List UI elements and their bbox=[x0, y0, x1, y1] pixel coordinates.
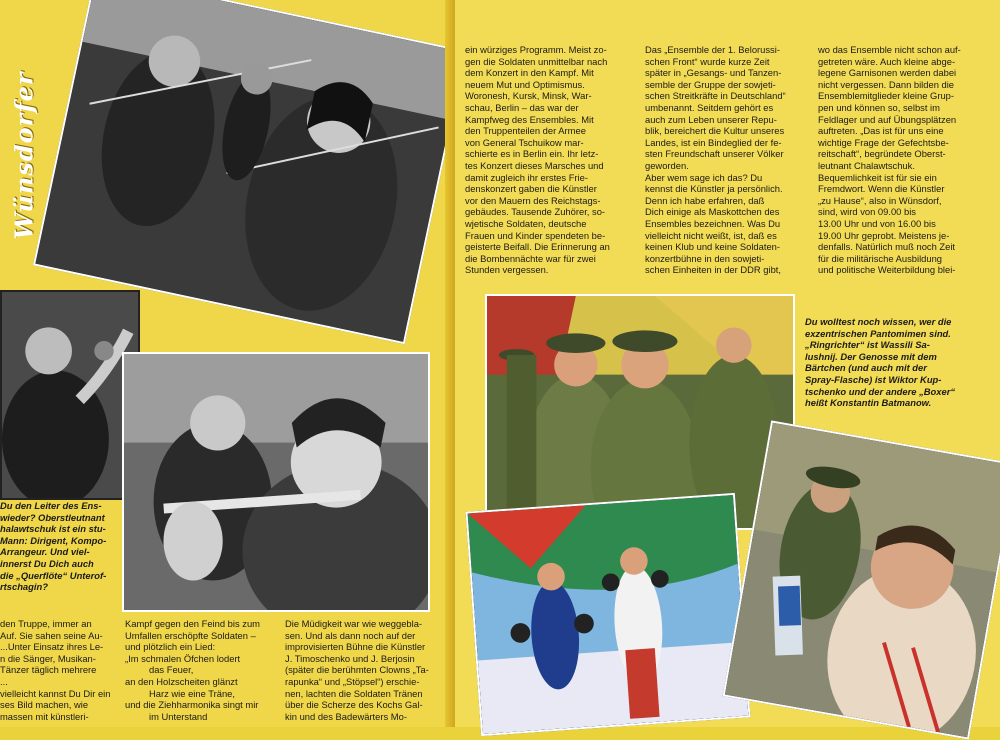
left-text-column-1 bbox=[0, 618, 125, 727]
text-line: und die Ziehharmonika singt mir bbox=[125, 699, 259, 711]
caption-line: lushnij. Der Genosse mit dem bbox=[805, 350, 937, 362]
text-line: Die Müdigkeit war wie weggebla- bbox=[285, 618, 423, 629]
text-line: nen, lachten die Soldaten Tränen bbox=[285, 687, 423, 699]
right-page bbox=[455, 0, 1000, 727]
text-line: die Bombennächte war für zwei bbox=[465, 252, 596, 264]
text-line: Landes, ist ein Bindeglied der fe- bbox=[645, 136, 782, 148]
text-line: und plötzlich ein Lied: bbox=[125, 641, 216, 653]
caption-line: innerst Du Dich auch bbox=[0, 557, 94, 569]
text-line: denfalls. Natürlich muß noch Zeit bbox=[818, 241, 956, 253]
text-line: „zu Hause“, also in Wünsdorf, bbox=[818, 194, 942, 206]
text-line: rapunka“ und „Stöpsel“) erschie- bbox=[285, 675, 420, 687]
text-line: den Truppenteilen der Armee bbox=[465, 125, 586, 137]
text-line: das Feuer, bbox=[149, 664, 194, 676]
text-line: wichtige Frage der Gefechtsbe- bbox=[818, 136, 949, 148]
text-line: schen Streitkräfte in Deutschland“ bbox=[645, 90, 786, 102]
text-line: getreten wäre. Auch kleine abge- bbox=[818, 55, 956, 67]
text-line: gebäudes. Tausende Zuhörer, so- bbox=[465, 206, 606, 218]
text-line: Auf. Sie sahen seine Au- bbox=[0, 629, 103, 641]
text-line: Fremdwort. Wenn die Künstler bbox=[818, 183, 945, 195]
text-line: dem Konzert in den Kampf. Mit bbox=[465, 67, 594, 79]
text-line: Feldlager und auf Übungsplätzen bbox=[818, 113, 957, 125]
text-line: Ensemblemitglieder kleine Grup- bbox=[818, 90, 954, 102]
photo-spray-mime bbox=[723, 420, 1000, 739]
text-line: schen Einheiten in der DDR gibt, bbox=[645, 264, 782, 276]
caption-line: halawtschuk ist ein stu- bbox=[0, 523, 106, 535]
text-line: Harz wie eine Träne, bbox=[149, 687, 235, 699]
text-line: Woronesh, Kursk, Minsk, War- bbox=[465, 90, 592, 102]
text-line: nicht vergessen. Dann bilden die bbox=[818, 78, 955, 90]
text-line: Aber wem sage ich das? Du bbox=[645, 171, 763, 183]
photo-choir bbox=[485, 294, 795, 530]
text-line: Ensembles bezeichnen. Was Du bbox=[645, 217, 781, 229]
text-line: 19.00 Uhr geprobt. Meistens je- bbox=[818, 229, 950, 241]
text-line: denskonzert gaben die Künstler bbox=[465, 183, 597, 195]
text-line: und politische Weiterbildung blei- bbox=[818, 264, 956, 276]
caption-line: exzentrischen Pantomimen sind. bbox=[805, 327, 951, 339]
text-line: neuem Mut und Optimismus. bbox=[465, 78, 585, 90]
text-line: schau, Berlin – das war der bbox=[465, 101, 579, 113]
pantomime-caption bbox=[805, 316, 997, 416]
caption-line: die „Querflöte“ Unterof- bbox=[0, 569, 107, 581]
photo-boxers bbox=[465, 493, 750, 736]
text-line: umbenannt. Seitdem gehört es bbox=[645, 101, 774, 113]
text-line: Umfallen erschöpfte Soldaten – bbox=[125, 629, 256, 641]
text-line: ein würziges Programm. Meist zo- bbox=[465, 44, 607, 55]
text-line: n die Sänger, Musikan- bbox=[0, 652, 96, 664]
caption-line: Bärtchen (und auch mit der bbox=[805, 362, 927, 374]
left-text-column-2 bbox=[125, 618, 275, 727]
text-line: 13.00 Uhr und von 16.00 bis bbox=[818, 217, 936, 229]
text-line: improvisierten Bühne die Künstler bbox=[285, 641, 426, 653]
text-line: keinen Klub und keine Soldaten- bbox=[645, 241, 780, 253]
caption-line: rtschagin? bbox=[0, 581, 48, 593]
text-line: Frauen und Kinder spendeten be- bbox=[465, 229, 606, 241]
left-page bbox=[0, 0, 455, 727]
text-line: Stunden vergessen. bbox=[465, 264, 549, 276]
right-text-column-2 bbox=[645, 44, 805, 289]
text-line: (später die berühmten Clowns „Ta- bbox=[285, 664, 429, 676]
text-line: wjetische Soldaten, deutsche bbox=[465, 217, 587, 229]
text-line: auch zum Leben unserer Repu- bbox=[645, 113, 777, 125]
text-line: leutnant Chalawtschuk. bbox=[818, 159, 915, 171]
text-line: Kampf gegen den Feind bis zum bbox=[125, 618, 260, 629]
text-line: ... bbox=[0, 675, 8, 687]
text-line: Das „Ensemble der 1. Belorussi- bbox=[645, 44, 780, 55]
text-line: sind, wird von 09.00 bis bbox=[818, 206, 916, 218]
text-line: geisterte Beifall. Die Erinnerung an bbox=[465, 241, 610, 253]
text-line: vor den Mauern des Reichstags- bbox=[465, 194, 601, 206]
text-line: ses Bild machen, wie bbox=[0, 699, 89, 711]
text-line: schierte es in Berlin ein. Ihr letz- bbox=[465, 148, 599, 160]
photo-conductor bbox=[0, 290, 140, 500]
caption-line: Arrangeur. Und viel- bbox=[0, 546, 90, 558]
text-line: sten Freundschaft unserer Völker bbox=[645, 148, 784, 160]
caption-line: heißt Konstantin Batmanow. bbox=[805, 397, 932, 409]
flute-caption bbox=[0, 500, 120, 612]
text-line: gen die Soldaten unmittelbar nach bbox=[465, 55, 608, 67]
caption-line: Spray-Flasche) ist Wiktor Kup- bbox=[805, 373, 942, 385]
text-line: schen Front“ wurde kurze Zeit bbox=[645, 55, 770, 67]
text-line: vielleicht kannst Du Dir ein bbox=[0, 687, 111, 699]
caption-line: Du wolltest noch wissen, wer die bbox=[805, 316, 952, 327]
text-line: tes Konzert dieses Marsches und bbox=[465, 159, 604, 171]
text-line: sen. Und als dann noch auf der bbox=[285, 629, 416, 641]
text-line: an den Holzscheiten glänzt bbox=[125, 675, 238, 687]
text-line: pen und können so, selbst im bbox=[818, 101, 940, 113]
text-line: den Truppe, immer an bbox=[0, 618, 92, 629]
right-text-column-1 bbox=[465, 44, 630, 289]
caption-line: Du den Leiter des Ens- bbox=[0, 500, 102, 511]
left-text-column-3 bbox=[285, 618, 445, 727]
text-line: auftreten. „Das ist für uns eine bbox=[818, 125, 944, 137]
text-line: Kampfweg des Ensembles. Mit bbox=[465, 113, 594, 125]
text-line: reitschaft“, begründete Oberst- bbox=[818, 148, 946, 160]
caption-line: tschenko und der andere „Boxer“ bbox=[805, 385, 956, 397]
text-line: kennst die Künstler ja persönlich. bbox=[645, 183, 783, 195]
text-line: ...Unter Einsatz ihres Le- bbox=[0, 641, 104, 653]
text-line: über die Scherze des Kochs Gal- bbox=[285, 699, 423, 711]
text-line: von General Tschuikow mar- bbox=[465, 136, 584, 148]
right-text-column-3 bbox=[818, 44, 998, 289]
text-line: massen mit künstleri- bbox=[0, 710, 89, 722]
text-line: semble der Gruppe der sowjeti- bbox=[645, 78, 776, 90]
text-line: legene Garnisonen werden dabei bbox=[818, 67, 957, 79]
caption-line: wieder? Oberstleutnant bbox=[0, 511, 105, 523]
caption-line: Mann: Dirigent, Kompo- bbox=[0, 534, 107, 546]
text-line: im Unterstand bbox=[149, 710, 208, 722]
text-line: „Im schmalen Öfchen lodert bbox=[125, 652, 241, 664]
text-line: vielleicht nicht weißt, ist, daß es bbox=[645, 229, 777, 241]
text-line: Dich einige als Maskottchen des bbox=[645, 206, 780, 218]
text-line: blik, bereichert die Kultur unseres bbox=[645, 125, 785, 137]
text-line: wo das Ensemble nicht schon auf- bbox=[818, 44, 961, 55]
text-line: für die militärische Ausbildung bbox=[818, 252, 943, 264]
text-line: Tänzer täglich mehrere bbox=[0, 664, 97, 676]
text-line: damit zugleich ihr erstes Frie- bbox=[465, 171, 588, 183]
caption-line: „Ringrichter“ ist Wassili Sa- bbox=[805, 339, 930, 351]
text-line: Denn ich habe erfahren, daß bbox=[645, 194, 765, 206]
text-line: Bequemlichkeit ist für sie ein bbox=[818, 171, 937, 183]
text-line: später in „Gesangs- und Tanzen- bbox=[645, 67, 782, 79]
side-title: Wünsdorfer bbox=[9, 71, 39, 240]
text-line: J. Timoschenko und J. Berjosin bbox=[285, 652, 415, 664]
text-line: geworden. bbox=[645, 159, 689, 171]
text-line: konzertbühne in den sowjeti- bbox=[645, 252, 765, 264]
photo-flutist bbox=[122, 352, 430, 612]
text-line: kin und des Badewärters Mo- bbox=[285, 710, 407, 722]
